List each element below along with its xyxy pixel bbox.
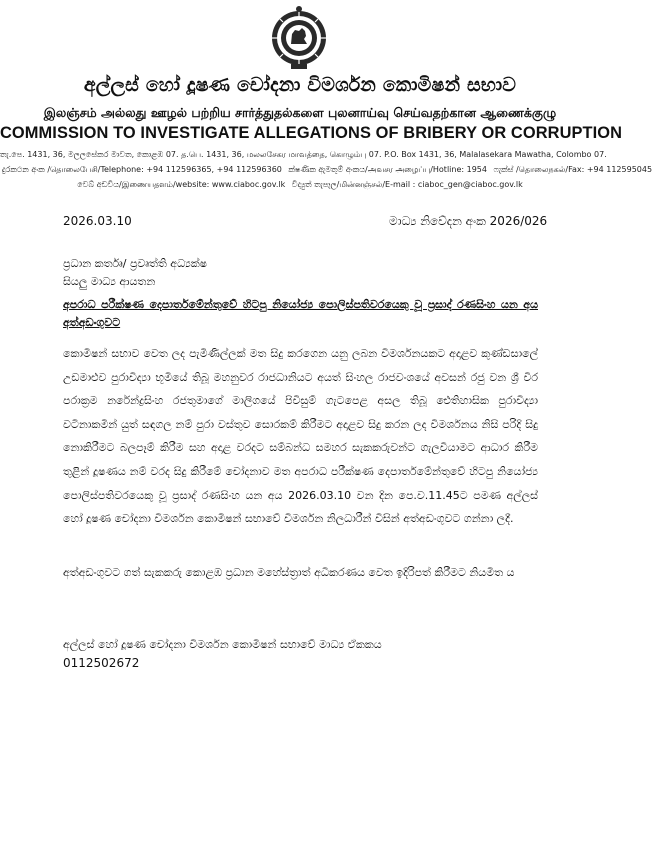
- contact-phone-line: [0, 165, 653, 175]
- header-title-sinhala: අල්ලස් හෝ දූෂණ චෝදනා විමර්ශන කොමිෂන් සභාව: [83, 74, 517, 96]
- letter-second-paragraph: අත්අඩංගුවට ගත් සැකකරු කොළඹ ප්‍රධාන මහේස්ත්‍රාත් අධිකරණය වෙත ඉදිරිපත් කිරීමට නියමිත ය: [63, 566, 515, 579]
- email-text: විද්‍යුත් තැපෑල/மின்னஞ்சல்/E-mail : ciaboc_gen@ciaboc.gov.lk: [291, 180, 523, 189]
- hotline-text: ක්ෂණික ඇමතුම් අංකය/அவசர அழைப்பு/Hotline: 1954: [288, 165, 487, 174]
- website-text: වෙබ් අඩවිය/இணையதளம்/website: www.ciaboc.gov.lk: [77, 180, 286, 189]
- contact-phone-number: 0112502672: [63, 656, 140, 670]
- telephone-text: දුරකථන අංක /தொலைபேசி/Telephone: +94 112596365, +94 112596360: [2, 165, 282, 174]
- fax-text: ෆැක්ස් /தொலைநகல்/Fax: +94 112595045: [493, 165, 653, 174]
- contact-web-line: [0, 180, 600, 190]
- government-emblem-icon: [261, 6, 337, 70]
- addressee-line-1: ප්‍රධාන කර්තෘ/ ප්‍රවෘත්ති අධ්‍යක්ෂ: [63, 257, 208, 270]
- signature-unit: අල්ලස් හෝ දූෂණ චෝදනා විමර්ශන කොමිෂන් සභාවේ මාධ්‍ය ඒකකය: [63, 638, 382, 651]
- letter-body-paragraph: කොමිෂන් සභාව වෙත ලද පැමිණිල්ලක් මත සිදු කරගෙන යනු ලබන විමර්ශනයකට අදාළව කුණ්ඩසාලේ උඩමාළුව පුරාවිද්‍යා භූමියේ තිබූ මහනුවර රාජධානියට අයත් සිංහල රාජවංශයේ අවසන් රජු වන ශ්‍රී වීර පරාක්‍රම නරේන්ද්‍රසිංහ රජතුමාගේ මාලිගයේ පිවිසුම් ගැටපෙළ අසල තිබූ ඓතිහාසික පුරාවිද්‍යා වටිනාකමින් යුත් සඳගල නම් පුරා වස්තුව සොරකම් කිරීමට අදාළව සිදු කරන ලද විමර්ශනය නිසි පරිදි සිදු නොකිරීමට බලපෑම් කිරීම සහ අදාළ වරදට සම්බන්ධ සමහර සැකකරුවන්ට ගැලවීයාමට ආධාර කිරීම තුළින් දූෂණය නම් වරද සිදු කිරීමේ චෝදනාව මත අපරාධ පරීක්ෂණ දෙපාර්තමේන්තුවේ හිටපු නියෝජ්‍ය පොලිස්පතිවරයෙකු වූ ප්‍රසාද් රණසිංහ යන අය 2026.03.10 වන දින පෙ.ව.11.45ට පමණ අල්ලස් හෝ දූෂණ චෝදනා විමර්ශන කොමිෂන් සභාවේ විමර්ශන නිලධාරීන් විසින් අත්අඩංගුවට ගන්නා ලදී.: [63, 347, 538, 526]
- header-title-tamil: இலஞ்சம் அல்லது ஊழல் பற்றிய சார்த்துதல்களை புலனாய்வு செய்வதற்கான ஆணைக்குழு: [43, 105, 557, 120]
- contact-address-line: තැ.පෙ. 1431, 36, මලලසේකර මාවත, කොළඹ 07. த.பெ. 1431, 36, மலலசேகர மாவத்தை, கொழும்பு 07. P.O. Box 1431, 36, Malalasekara Mawatha, Colombo 07.: [0, 150, 607, 159]
- addressee-line-2: සියලු මාධ්‍ය ආයතන: [63, 275, 156, 288]
- media-release-number: මාධ්‍ය නිවේදන අංක 2026/026: [389, 214, 548, 228]
- letter-subject: අපරාධ පරීක්ෂණ දෙපාර්තමේන්තුවේ හිටපු නියෝජ්‍ය පොලිස්පතිවරයෙකු වූ ප්‍රසාද් රණසිංහ යන අය අත්අඩංගුවට: [63, 298, 538, 329]
- header-title-english: COMMISSION TO INVESTIGATE ALLEGATIONS OF BRIBERY OR CORRUPTION: [0, 124, 623, 142]
- letter-date: 2026.03.10: [63, 214, 132, 228]
